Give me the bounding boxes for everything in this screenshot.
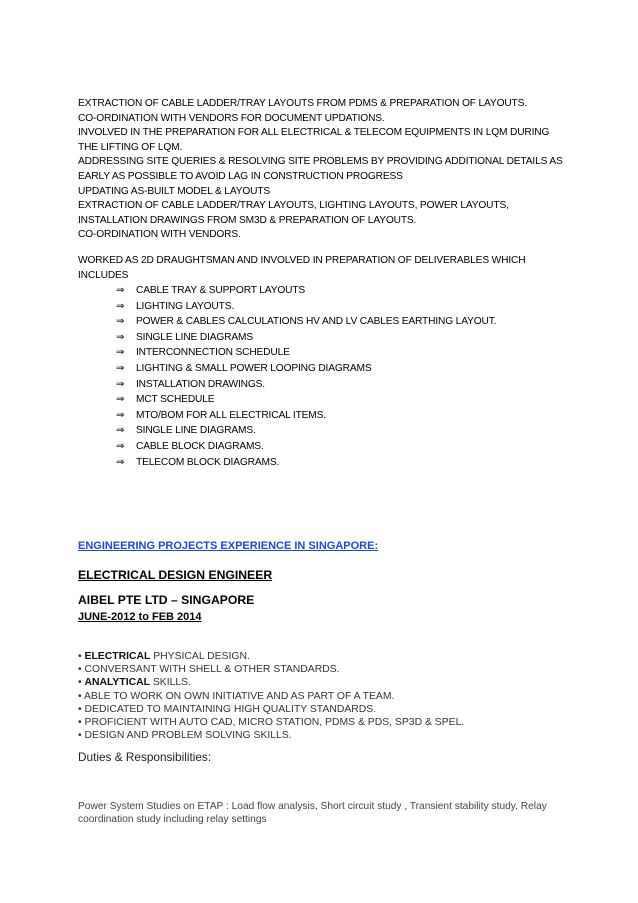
- list-item: [116, 283, 496, 299]
- list-item-label: INSTALLATION DRAWINGS.: [136, 378, 265, 390]
- arrow-icon: ⇒: [116, 394, 125, 406]
- skill-text: PHYSICAL DESIGN.: [150, 651, 250, 662]
- studies-paragraph: Power System Studies on ETAP : Load flow analysis, Short circuit study , Transient stability study, Relay coordination study including relay settings: [78, 801, 547, 826]
- list-item-label: CABLE TRAY & SUPPORT LAYOUTS: [136, 285, 306, 296]
- list-item-label: SINGLE LINE DIAGRAMS.: [136, 425, 256, 437]
- list-item: [78, 716, 464, 729]
- employment-dates: JUNE-2012 to FEB 2014: [78, 611, 202, 623]
- list-item-label: LIGHTING LAYOUTS.: [136, 300, 235, 312]
- work-line: INSTALLATION DRAWINGS FROM SM3D & PREPARATION OF LAYOUTS.: [78, 214, 417, 226]
- deliverables-intro: [78, 254, 558, 283]
- list-item-label: CABLE BLOCK DIAGRAMS.: [136, 440, 264, 452]
- list-item: [116, 408, 496, 424]
- skill-text: PROFICIENT WITH AUTO CAD, MICRO STATION, PDMS & PDS, SP3D & SPEL.: [84, 717, 465, 729]
- duties-heading: Duties & Responsibilities:: [78, 750, 212, 764]
- work-line: INVOLVED IN THE PREPARATION FOR ALL ELECTRICAL & TELECOM EQUIPMENTS IN LQM DURING: [78, 127, 550, 139]
- list-item: [116, 361, 496, 377]
- company-name: AIBEL PTE LTD – SINGAPORE: [78, 593, 255, 607]
- arrow-icon: ⇒: [116, 425, 125, 437]
- skill-text: SKILLS.: [149, 677, 191, 689]
- intro-line: INCLUDES: [78, 269, 129, 281]
- work-line: THE LIFTING OF LQM.: [78, 141, 183, 153]
- arrow-icon: ⇒: [116, 331, 125, 343]
- list-item: [116, 392, 496, 408]
- work-description: [78, 97, 563, 243]
- work-line: CO-ORDINATION WITH VENDORS.: [78, 229, 241, 241]
- list-item-label: SINGLE LINE DIAGRAMS: [136, 331, 254, 343]
- skill-text: CONVERSANT WITH SHELL & OTHER STANDARDS.: [84, 664, 340, 676]
- arrow-icon: ⇒: [116, 362, 125, 374]
- skill-bold: ELECTRICAL: [84, 651, 151, 662]
- deliverables-list: [116, 283, 496, 470]
- work-line: EXTRACTION OF CABLE LADDER/TRAY LAYOUTS, LIGHTING LAYOUTS, POWER LAYOUTS,: [78, 200, 509, 212]
- list-item: [116, 377, 496, 393]
- list-item: [78, 703, 464, 716]
- arrow-icon: ⇒: [116, 440, 125, 452]
- arrow-icon: ⇒: [116, 285, 125, 296]
- work-line: ADDRESSING SITE QUERIES & RESOLVING SITE PROBLEMS BY PROVIDING ADDITIONAL DETAILS AS: [78, 156, 563, 168]
- skill-text: DEDICATED TO MAINTAINING HIGH QUALITY STANDARDS.: [84, 703, 377, 715]
- list-item: [116, 330, 496, 346]
- bullet: •: [78, 690, 82, 702]
- list-item: [78, 650, 464, 663]
- role-title: ELECTRICAL DESIGN ENGINEER: [78, 568, 273, 582]
- list-item: [78, 676, 464, 689]
- list-item-label: TELECOM BLOCK DIAGRAMS.: [136, 456, 280, 468]
- list-item-label: LIGHTING & SMALL POWER LOOPING DIAGRAMS: [136, 362, 372, 374]
- list-item-label: MCT SCHEDULE: [136, 394, 215, 406]
- skill-text: ABLE TO WORK ON OWN INITIATIVE AND AS PART OF A TEAM.: [83, 690, 395, 702]
- bullet: •: [78, 730, 82, 742]
- bullet: •: [78, 664, 82, 676]
- list-item-label: POWER & CABLES CALCULATIONS HV AND LV CABLES EARTHING LAYOUT.: [136, 316, 497, 328]
- work-line: CO-ORDINATION WITH VENDORS FOR DOCUMENT UPDATIONS.: [78, 112, 385, 124]
- skill-text: DESIGN AND PROBLEM SOLVING SKILLS.: [84, 730, 292, 742]
- intro-line: WORKED AS 2D DRAUGHTSMAN AND INVOLVED IN PREPARATION OF DELIVERABLES WHICH: [78, 255, 526, 266]
- bullet: •: [78, 677, 82, 689]
- work-line: EXTRACTION OF CABLE LADDER/TRAY LAYOUTS FROM PDMS & PREPARATION OF LAYOUTS.: [78, 98, 527, 109]
- bullet: •: [78, 703, 82, 715]
- list-item: [116, 439, 496, 455]
- arrow-icon: ⇒: [116, 456, 125, 468]
- bullet: •: [78, 651, 82, 662]
- list-item: [116, 299, 496, 315]
- list-item: [78, 729, 464, 742]
- list-item-label: MTO/BOM FOR ALL ELECTRICAL ITEMS.: [136, 409, 326, 421]
- list-item: [116, 455, 496, 471]
- arrow-icon: ⇒: [116, 316, 125, 328]
- work-line: EARLY AS POSSIBLE TO AVOID LAG IN CONSTRUCTION PROGRESS: [78, 170, 403, 182]
- skill-bold: ANALYTICAL: [84, 677, 150, 689]
- bullet: •: [78, 717, 82, 729]
- arrow-icon: ⇒: [116, 347, 125, 359]
- arrow-icon: ⇒: [116, 300, 125, 312]
- arrow-icon: ⇒: [116, 409, 125, 421]
- section-title: ENGINEERING PROJECTS EXPERIENCE IN SINGAPORE:: [78, 540, 379, 552]
- arrow-icon: ⇒: [116, 378, 125, 390]
- list-item: [78, 690, 464, 703]
- list-item: [116, 345, 496, 361]
- list-item-label: INTERCONNECTION SCHEDULE: [136, 347, 290, 359]
- list-item: [78, 663, 464, 676]
- list-item: [116, 423, 496, 439]
- skills-list: [78, 650, 464, 742]
- list-item: [116, 314, 496, 330]
- work-line: UPDATING AS-BUILT MODEL & LAYOUTS: [78, 185, 271, 197]
